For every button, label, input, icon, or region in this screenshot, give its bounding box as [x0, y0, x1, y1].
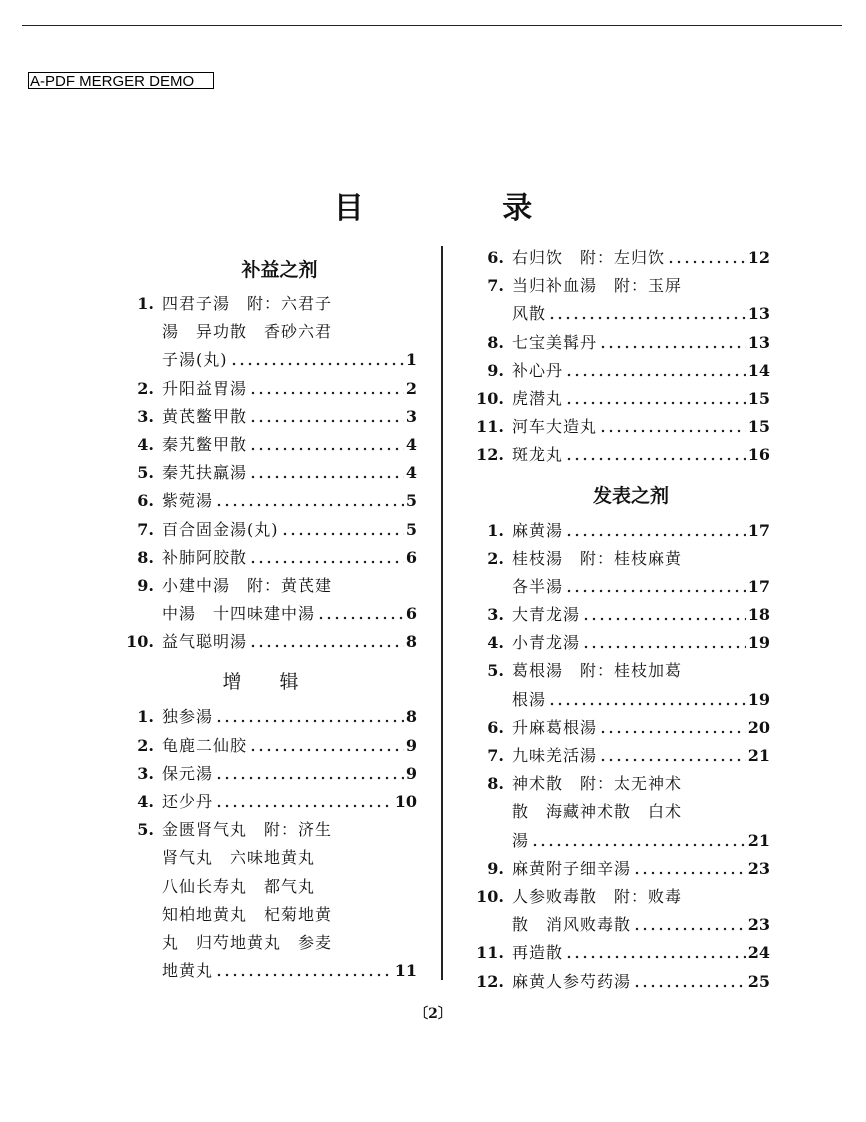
- toc-entry[interactable]: [112, 628, 417, 656]
- entry-page: 15: [747, 417, 770, 437]
- entry-number: 1.: [137, 294, 154, 313]
- toc-entry[interactable]: [462, 855, 770, 883]
- entry-page: 23: [747, 915, 770, 935]
- entry-title: 四君子湯 附：六君子: [162, 294, 333, 313]
- dot-leader: [249, 375, 404, 403]
- toc-entry-line: [112, 788, 417, 816]
- entry-title: 黄芪鳖甲散: [162, 406, 248, 426]
- entry-title: 散 消风败毒散: [512, 915, 632, 935]
- entry-page: 12: [747, 248, 770, 267]
- toc-right-column: [462, 244, 770, 996]
- entry-title: 秦艽扶羸湯: [162, 463, 248, 483]
- entry-title: 麻黄湯: [512, 520, 564, 540]
- entry-number: 5.: [487, 661, 504, 681]
- toc-entry-line: [462, 517, 770, 545]
- dot-leader: [249, 732, 404, 760]
- toc-entry-line: [462, 686, 770, 714]
- toc-entry-line: [462, 827, 770, 855]
- toc-entry[interactable]: [462, 939, 770, 967]
- entry-page: 15: [747, 388, 770, 408]
- entry-title: 右归饮 附：左归饮: [512, 248, 666, 267]
- entry-number: 3.: [487, 605, 504, 625]
- toc-entry-line: [112, 957, 417, 985]
- entry-number: 8.: [487, 774, 504, 794]
- toc-entry-line: [462, 413, 770, 441]
- entry-page: 21: [747, 746, 770, 765]
- toc-entry-line: [112, 901, 417, 929]
- entry-number: 4.: [137, 792, 154, 811]
- toc-entry[interactable]: [112, 403, 417, 431]
- entry-number: [112, 929, 162, 957]
- toc-entry[interactable]: [462, 357, 770, 385]
- dot-leader: [249, 544, 404, 572]
- toc-entry-line: [462, 385, 770, 413]
- toc-entry[interactable]: [112, 788, 417, 816]
- toc-entry-line: [462, 573, 770, 601]
- toc-entry-line: [112, 760, 417, 788]
- entry-title: 还少丹: [162, 792, 214, 811]
- toc-entry[interactable]: [112, 760, 417, 788]
- entry-title: 斑龙丸: [512, 445, 564, 465]
- toc-entry-line: [112, 375, 417, 403]
- entry-page: 20: [747, 717, 770, 737]
- entry-number: 4.: [137, 434, 154, 454]
- toc-entry-line: [462, 883, 770, 911]
- entry-number: 8.: [137, 547, 154, 567]
- entry-page: 13: [747, 304, 770, 324]
- dot-leader: [548, 686, 746, 714]
- entry-title: 大青龙湯: [512, 605, 581, 625]
- toc-entry-line: [462, 798, 770, 826]
- entry-number: 5.: [137, 820, 154, 840]
- entry-title: 神术散 附：太无神术: [512, 774, 683, 794]
- entry-page: 13: [747, 332, 770, 352]
- entry-page: 14: [747, 360, 770, 380]
- toc-entry-line: [112, 816, 417, 844]
- entry-number: 10.: [126, 632, 154, 652]
- entry-title: 八仙长寿丸 都气丸: [162, 876, 316, 896]
- dot-leader: [317, 600, 404, 628]
- dot-leader: [599, 413, 746, 441]
- entry-number: 2.: [487, 548, 504, 568]
- toc-entry-line: [462, 601, 770, 629]
- entry-page: 9: [405, 763, 417, 783]
- dot-leader: [599, 329, 746, 357]
- entry-number: 9.: [137, 575, 154, 595]
- entry-title: 麻黄人参芍药湯: [512, 971, 632, 991]
- entry-number: 6.: [487, 248, 504, 267]
- dot-leader: [599, 714, 746, 742]
- toc-entry[interactable]: [112, 487, 417, 515]
- entry-number: 8.: [487, 332, 504, 352]
- entry-number: 7.: [487, 746, 504, 765]
- toc-entry[interactable]: [462, 413, 770, 441]
- entry-title: 虎潜丸: [512, 388, 564, 408]
- toc-entry-line: [112, 572, 417, 600]
- entry-title: 桂枝湯 附：桂枝麻黄: [512, 548, 683, 568]
- section-heading: 增辑: [222, 671, 337, 694]
- entry-number: [112, 318, 162, 346]
- dot-leader: [565, 573, 746, 601]
- dot-leader: [215, 957, 393, 985]
- entry-page: 21: [747, 830, 770, 850]
- entry-number: 6.: [137, 491, 154, 511]
- entry-number: [112, 957, 162, 985]
- toc-entry-line: [462, 742, 770, 770]
- dot-leader: [548, 300, 746, 328]
- entry-number: [112, 901, 162, 929]
- entry-number: 7.: [137, 519, 154, 539]
- dot-leader: [633, 911, 746, 939]
- toc-entry[interactable]: [462, 244, 770, 272]
- entry-page: 10: [394, 792, 417, 811]
- toc-entry[interactable]: [462, 517, 770, 545]
- entry-title: 河车大造丸: [512, 417, 598, 437]
- toc-entry-line: [462, 770, 770, 798]
- toc-entry-line: [462, 300, 770, 328]
- entry-page: 19: [747, 633, 770, 653]
- entry-title: 地黄丸: [162, 961, 214, 981]
- entry-title: 根湯: [512, 689, 547, 709]
- entry-title: 湯: [512, 830, 530, 850]
- entry-page: 1: [405, 350, 417, 370]
- entry-number: [112, 600, 162, 628]
- dot-leader: [633, 855, 746, 883]
- toc-entry[interactable]: [462, 629, 770, 657]
- dot-leader: [215, 760, 404, 788]
- entry-title: 秦艽鳖甲散: [162, 434, 248, 454]
- dot-leader: [249, 459, 404, 487]
- toc-entry[interactable]: [112, 703, 417, 731]
- entry-number: [462, 911, 512, 939]
- entry-number: 11.: [476, 417, 504, 437]
- entry-number: [462, 827, 512, 855]
- entry-page: 11: [394, 961, 417, 981]
- dot-leader: [565, 517, 746, 545]
- entry-title: 龟鹿二仙胶: [162, 735, 248, 755]
- toc-entry[interactable]: [462, 441, 770, 469]
- entry-title: 百合固金湯(丸): [162, 519, 279, 539]
- entry-title: 知柏地黄丸 杞菊地黄: [162, 904, 333, 924]
- entry-page: 8: [405, 707, 417, 727]
- toc-entry-line: [462, 441, 770, 469]
- toc-entry-line: [112, 346, 417, 374]
- toc-entry[interactable]: [112, 572, 417, 628]
- entry-title: 小青龙湯: [512, 633, 581, 653]
- entry-page: 3: [405, 406, 417, 426]
- dot-leader: [249, 403, 404, 431]
- toc-entry-line: [112, 703, 417, 731]
- toc-entry[interactable]: [462, 968, 770, 996]
- entry-number: 2.: [137, 378, 154, 398]
- toc-entry[interactable]: [462, 385, 770, 413]
- entry-title: 益气聪明湯: [162, 632, 248, 652]
- entry-number: 4.: [487, 633, 504, 653]
- toc-entry-line: [112, 873, 417, 901]
- toc-entry-line: [462, 545, 770, 573]
- entry-page: 6: [405, 604, 417, 624]
- entry-number: 10.: [476, 388, 504, 408]
- toc-entry-line: [462, 968, 770, 996]
- entry-number: 11.: [476, 943, 504, 963]
- toc-entry-line: [462, 272, 770, 300]
- toc-entry-line: [462, 329, 770, 357]
- entry-number: 5.: [137, 463, 154, 483]
- entry-number: 3.: [137, 406, 154, 426]
- dot-leader: [565, 441, 746, 469]
- entry-number: 10.: [476, 886, 504, 906]
- entry-number: 6.: [487, 717, 504, 737]
- watermark-label: A-PDF MERGER DEMO: [28, 72, 214, 89]
- entry-title: 补肺阿胶散: [162, 547, 248, 567]
- entry-number: [112, 873, 162, 901]
- toc-entry-line: [462, 657, 770, 685]
- section-heading: 发表之剂: [592, 484, 669, 507]
- toc-entry-line: [462, 855, 770, 883]
- dot-leader: [249, 431, 404, 459]
- entry-title: 当归补血湯 附：玉屏: [512, 276, 683, 296]
- entry-number: 9.: [487, 360, 504, 380]
- toc-entry[interactable]: [112, 544, 417, 572]
- dot-leader: [230, 346, 404, 374]
- toc-entry-line: [112, 732, 417, 760]
- entry-page: 5: [405, 519, 417, 539]
- dot-leader: [281, 516, 404, 544]
- toc-entry-line: [112, 487, 417, 515]
- entry-number: 7.: [487, 276, 504, 296]
- toc-entry-line: [462, 629, 770, 657]
- toc-entry[interactable]: [462, 272, 770, 328]
- toc-entry[interactable]: [462, 329, 770, 357]
- entry-page: 16: [747, 445, 770, 465]
- toc-entry-line: [112, 459, 417, 487]
- entry-page: 18: [747, 605, 770, 625]
- toc-entry-line: [462, 244, 770, 272]
- entry-title: 人参败毒散 附：败毒: [512, 886, 683, 906]
- toc-entry-line: [112, 516, 417, 544]
- dot-leader: [633, 968, 746, 996]
- toc-entry-line: [112, 929, 417, 957]
- dot-leader: [582, 601, 746, 629]
- entry-page: 6: [405, 547, 417, 567]
- entry-page: 17: [747, 576, 770, 596]
- entry-number: 1.: [137, 707, 154, 727]
- toc-entry[interactable]: [112, 375, 417, 403]
- dot-leader: [599, 742, 746, 770]
- dot-leader: [531, 827, 746, 855]
- dot-leader: [215, 487, 404, 515]
- toc-entry-line: [112, 600, 417, 628]
- entry-title: 七宝美髯丹: [512, 332, 598, 352]
- entry-title: 散 海藏神术散 白术: [512, 802, 683, 822]
- entry-page: 4: [405, 434, 417, 454]
- entry-title: 葛根湯 附：桂枝加葛: [512, 661, 683, 681]
- entry-page: 9: [405, 735, 417, 755]
- dot-leader: [565, 357, 746, 385]
- entry-page: 5: [405, 491, 417, 511]
- entry-number: [462, 686, 512, 714]
- dot-leader: [249, 628, 404, 656]
- entry-number: 1.: [487, 520, 504, 540]
- entry-title: 金匮肾气丸 附：济生: [162, 820, 333, 840]
- toc-entry-line: [112, 431, 417, 459]
- toc-entry[interactable]: [112, 516, 417, 544]
- entry-title: 肾气丸 六味地黄丸: [162, 848, 316, 868]
- toc-entry-line: [112, 844, 417, 872]
- entry-number: 12.: [476, 971, 504, 991]
- entry-number: [112, 346, 162, 374]
- entry-title: 风散: [512, 304, 547, 324]
- entry-title: 各半湯: [512, 576, 564, 596]
- entry-title: 再造散: [512, 943, 564, 963]
- toc-entry-line: [112, 290, 417, 318]
- column-divider: [441, 246, 443, 980]
- toc-entry[interactable]: [112, 290, 417, 375]
- toc-entry-line: [112, 318, 417, 346]
- toc-entry[interactable]: [112, 431, 417, 459]
- entry-title: 独参湯: [162, 707, 214, 727]
- entry-number: [112, 844, 162, 872]
- entry-title: 升阳益胃湯: [162, 378, 248, 398]
- toc-entry-line: [462, 714, 770, 742]
- entry-page: 23: [747, 858, 770, 878]
- entry-number: [462, 300, 512, 328]
- entry-title: 丸 归芍地黄丸 参麦: [162, 932, 333, 952]
- toc-entry[interactable]: [462, 657, 770, 713]
- section-heading: 补益之剂: [241, 259, 318, 281]
- entry-title: 九味羌活湯: [512, 746, 598, 765]
- toc-entry-line: [462, 911, 770, 939]
- toc-entry-line: [462, 357, 770, 385]
- entry-number: [462, 798, 512, 826]
- entry-page: 19: [747, 689, 770, 709]
- entry-title: 麻黄附子细辛湯: [512, 858, 632, 878]
- entry-page: 25: [747, 971, 770, 991]
- dot-leader: [215, 788, 393, 816]
- entry-page: 2: [405, 378, 417, 398]
- toc-left-column: [112, 250, 417, 985]
- toc-entry-line: [462, 939, 770, 967]
- toc-entry[interactable]: [462, 601, 770, 629]
- dot-leader: [565, 385, 746, 413]
- entry-title: 小建中湯 附：黄芪建: [162, 575, 333, 595]
- entry-title: 子湯(丸): [162, 350, 228, 370]
- entry-number: 12.: [476, 445, 504, 465]
- entry-title: 中湯 十四味建中湯: [162, 604, 316, 624]
- toc-entry[interactable]: [462, 883, 770, 939]
- toc-entry[interactable]: [462, 770, 770, 855]
- entry-title: 补心丹: [512, 360, 564, 380]
- toc-entry[interactable]: [112, 732, 417, 760]
- top-rule: [22, 25, 842, 26]
- dot-leader: [565, 939, 746, 967]
- page-title: 目 录: [333, 191, 597, 226]
- dot-leader: [667, 244, 746, 272]
- entry-page: 4: [405, 463, 417, 483]
- entry-page: 8: [405, 632, 417, 652]
- entry-number: 2.: [137, 735, 154, 755]
- entry-title: 紫菀湯: [162, 491, 214, 511]
- toc-entry[interactable]: [112, 816, 417, 985]
- entry-number: 3.: [137, 763, 154, 783]
- entry-number: [462, 573, 512, 601]
- dot-leader: [215, 703, 404, 731]
- toc-entry-line: [112, 544, 417, 572]
- toc-entry[interactable]: [112, 459, 417, 487]
- toc-entry[interactable]: [462, 545, 770, 601]
- toc-entry[interactable]: [462, 714, 770, 742]
- toc-entry[interactable]: [462, 742, 770, 770]
- entry-title: 升麻葛根湯: [512, 717, 598, 737]
- page-number: 〔2〕: [414, 1006, 452, 1022]
- entry-number: 9.: [487, 858, 504, 878]
- entry-title: 保元湯: [162, 763, 214, 783]
- entry-title: 湯 异功散 香砂六君: [162, 322, 333, 342]
- toc-entry-line: [112, 628, 417, 656]
- dot-leader: [582, 629, 746, 657]
- entry-page: 17: [747, 520, 770, 540]
- entry-page: 24: [747, 943, 770, 963]
- toc-entry-line: [112, 403, 417, 431]
